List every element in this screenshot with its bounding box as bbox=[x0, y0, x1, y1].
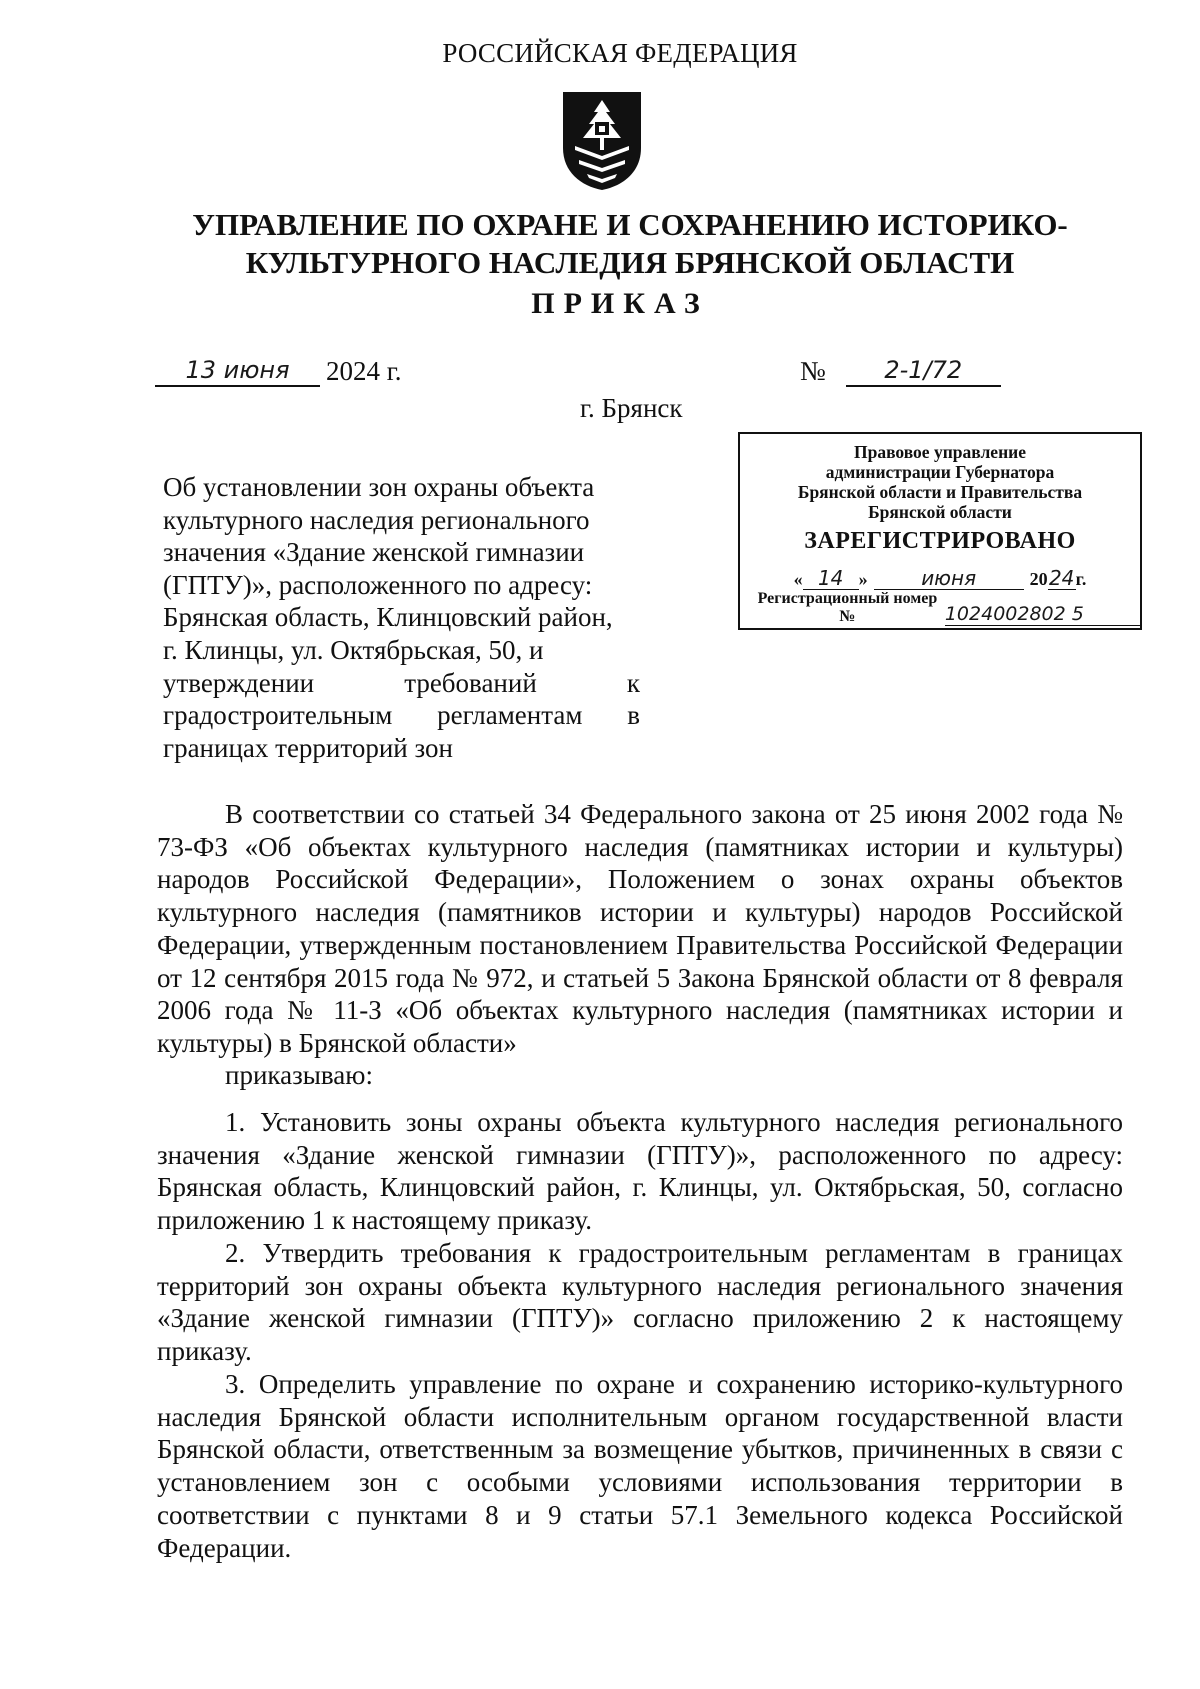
stamp-month: июня bbox=[874, 567, 1024, 590]
stamp-line1: Правовое управление bbox=[853, 442, 1027, 462]
subject-line: значения «Здание женской гимназии bbox=[163, 537, 585, 568]
subject-line: Брянская область, Клинцовский район, bbox=[163, 602, 613, 633]
registration-stamp bbox=[738, 432, 1142, 630]
order-date bbox=[155, 355, 402, 387]
handwritten-number: 2-1/72 bbox=[846, 355, 1001, 387]
stamp-reg-label: Регистрационный номер № bbox=[757, 590, 938, 625]
city-name: г. Брянск bbox=[580, 393, 683, 423]
stamp-registration bbox=[740, 590, 1140, 626]
handwritten-date: 13 июня bbox=[155, 355, 320, 387]
number-label: № bbox=[800, 356, 826, 386]
stamp-registered: ЗАРЕГИСТРИРОВАНО bbox=[804, 528, 1076, 554]
country-name: РОССИЙСКАЯ ФЕДЕРАЦИЯ bbox=[442, 38, 798, 68]
subject-line: г. Клинцы, ул. Октябрьская, 50, и bbox=[163, 634, 544, 665]
subject-line: (ГПТУ)», расположенного по адресу: bbox=[163, 569, 593, 600]
stamp-year-suffix: г. bbox=[1075, 569, 1087, 589]
stamp-line3: Брянской области и Правительства bbox=[797, 482, 1083, 502]
agency-name-line2: КУЛЬТУРНОГО НАСЛЕДИЯ БРЯНСКОЙ ОБЛАСТИ bbox=[245, 245, 1015, 280]
stamp-year-prefix: 20 bbox=[1029, 569, 1048, 589]
stamp-date bbox=[740, 560, 1140, 590]
stamp-quote-close: » bbox=[858, 569, 868, 589]
stamp-line2: администрации Губернатора bbox=[825, 462, 1055, 482]
order-number bbox=[800, 355, 1001, 387]
order-item-2: 2. Утвердить требования к градостроительным регламентам в границах территорий зон охраны объекта культурного наследия регионального значения «Здание женской гимназии (ГПТУ)» согласно приложению 2 к настоящему приказу. bbox=[157, 1238, 1123, 1367]
order-subject bbox=[163, 471, 640, 764]
stamp-day: 14 bbox=[803, 567, 859, 590]
order-verb: приказываю: bbox=[225, 1060, 373, 1090]
subject-line: Об установлении зон охраны объекта bbox=[163, 472, 595, 502]
order-year: 2024 г. bbox=[326, 356, 402, 386]
subject-line: градостроительным регламентам в bbox=[163, 700, 640, 731]
preamble-paragraph: В соответствии со статьей 34 Федерального закона от 25 июня 2002 года № 73-ФЗ «Об объектах культурного наследия (памятниках истории и культуры) народов Российской Федерации», Положением о зонах охраны объектов культурного наследия (памятников истории и культуры) народов Российской Федерации, утвержденным постановлением Правительства Российской Федерации от 12 сентября 2015 года № 972, и статьей 5 Закона Брянской области от 8 февраля 2006 года № 11-З «Об объектах культурного наследия (памятниках истории и культуры) в Брянской области» bbox=[157, 799, 1123, 1058]
subject-line: утверждении требований к bbox=[163, 667, 640, 698]
stamp-reg-number: 1024002802 5 bbox=[945, 603, 1140, 626]
subject-line: границах территорий зон bbox=[163, 732, 453, 763]
bryansk-coat-of-arms-icon bbox=[557, 88, 647, 193]
agency-name-line1: УПРАВЛЕНИЕ ПО ОХРАНЕ И СОХРАНЕНИЮ ИСТОРИКО- bbox=[192, 207, 1068, 242]
stamp-quote-open: « bbox=[793, 569, 803, 589]
document-type: ПРИКАЗ bbox=[531, 287, 709, 320]
agency-name bbox=[150, 206, 1110, 282]
order-item-1: 1. Установить зоны охраны объекта культурного наследия регионального значения «Здание женской гимназии (ГПТУ)», расположенного по адресу: Брянская область, Клинцовский район, г. Клинцы, ул. Октябрьская, 50, согласно приложению 1 к настоящему приказу. bbox=[157, 1107, 1123, 1236]
subject-line: культурного наследия регионального bbox=[163, 504, 590, 535]
stamp-line4: Брянской области bbox=[868, 502, 1012, 522]
order-item-3: 3. Определить управление по охране и сохранению историко-культурного наследия Брянской области исполнительным органом государственной власти Брянской области, ответственным за возмещение убытков, причиненных в связи с установлением зон с особыми условиями использования территории в соответствии с пунктами 8 и 9 статьи 57.1 Земельного кодекса Российской Федерации. bbox=[157, 1369, 1123, 1563]
stamp-year: 24 bbox=[1048, 566, 1075, 590]
